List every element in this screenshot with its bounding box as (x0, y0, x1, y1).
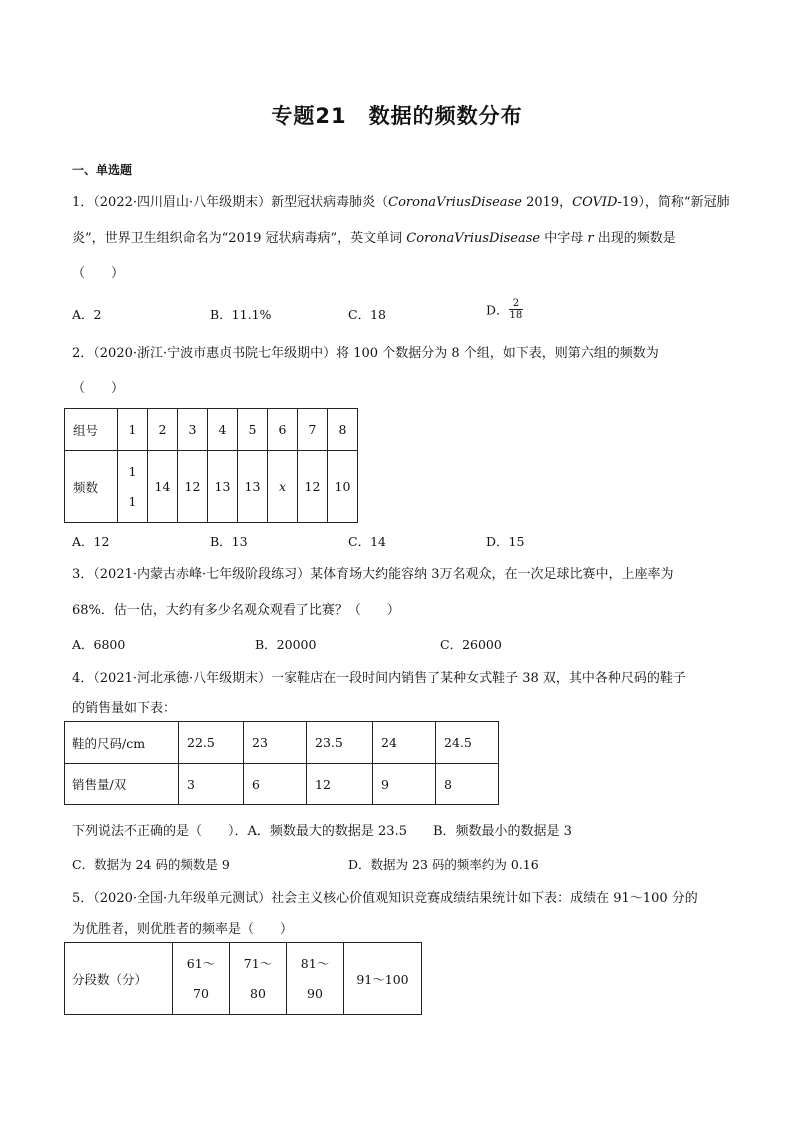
q2-option-d: D．15 (486, 534, 525, 549)
table-cell: 鞋的尺码/cm (65, 722, 179, 764)
q2-option-c: C．14 (348, 534, 386, 549)
q1-text: 炎”，世界卫生组织命名为“2019 冠状病毒病”，英文单词 (72, 231, 407, 246)
table-cell: 23 (244, 722, 307, 764)
table-cell (287, 943, 344, 1015)
table-row (65, 451, 358, 523)
table-cell: 13 (238, 451, 268, 523)
q5-table (64, 942, 422, 1015)
table-cell-top: 71～ (243, 955, 273, 971)
q1-text: 出现的频数是 (593, 231, 676, 246)
table-cell (173, 943, 230, 1015)
q1-text: 2019， (521, 195, 573, 210)
table-row (65, 943, 422, 1015)
table-cell: 9 (373, 764, 436, 805)
q4-line1: 4．（2021·河北承德·八年级期末）一家鞋店在一段时间内销售了某种女式鞋子 38 双，其中各种尺码的鞋子 (72, 671, 686, 686)
table-cell: 1 (118, 409, 148, 451)
table-cell: 组号 (65, 409, 118, 451)
table-cell: 分段数（分） (65, 943, 173, 1015)
q1-term: COVID (572, 195, 618, 210)
q1-term: CoronaVriusDisease (406, 231, 541, 246)
q4-line2: 的销售量如下表： (72, 701, 177, 716)
table-cell-top: 81～ (300, 955, 330, 971)
q2-table (64, 408, 358, 523)
q1-option-b: B．11.1% (210, 307, 272, 322)
q3-line2: 68%．估一估，大约有多少名观众观看了比赛？（ ） (72, 603, 400, 618)
table-cell: 销售量/双 (65, 764, 179, 805)
q4-option-d: D．数据为 23 码的频率约为 0.16 (348, 857, 539, 872)
table-cell: 6 (244, 764, 307, 805)
q1-option-d (486, 298, 523, 321)
table-cell: 22.5 (179, 722, 244, 764)
fraction (509, 298, 524, 321)
q3-line1: 3．（2021·内蒙古赤峰·七年级阶段练习）某体育场大约能容纳 3万名观众，在一次足球比赛中，上座率为 (72, 567, 674, 582)
table-cell-bottom: 80 (250, 985, 266, 1001)
q2-line1: 2．（2020·浙江·宁波市惠贞书院七年级期中）将 100 个数据分为 8 个组，如下表，则第六组的频数为 (72, 346, 659, 361)
table-cell-top: 61～ (186, 955, 216, 971)
table-cell: 6 (268, 409, 298, 451)
table-cell: 12 (307, 764, 373, 805)
table-cell: x (268, 451, 298, 523)
q2-paren: （ ） (72, 381, 125, 396)
table-cell-bottom: 90 (307, 985, 323, 1001)
table-cell (230, 943, 287, 1015)
fraction-numerator: 2 (509, 298, 524, 310)
q1-line2 (72, 227, 676, 246)
table-row (65, 409, 358, 451)
q1-option-a: A．2 (72, 307, 102, 322)
table-cell: 12 (298, 451, 328, 523)
table-cell: 12 (178, 451, 208, 523)
table-cell: 2 (148, 409, 178, 451)
table-cell: 8 (436, 764, 499, 805)
q4-table (64, 721, 499, 805)
q1-term: CoronaVriusDisease (388, 195, 522, 210)
table-row (65, 764, 499, 805)
table-cell: 5 (238, 409, 268, 451)
table-cell: 8 (328, 409, 358, 451)
q3-option-c: C．26000 (440, 637, 502, 652)
table-cell: 3 (178, 409, 208, 451)
q3-option-a: A．6800 (72, 637, 126, 652)
q5-line1: 5．（2020·全国·九年级单元测试）社会主义核心价值观知识竞赛成绩结果统计如下表：成绩在 91～100 分的 (72, 891, 698, 906)
table-cell: 10 (328, 451, 358, 523)
table-cell-top: 1 (128, 463, 137, 479)
table-cell: 13 (208, 451, 238, 523)
q1-letter: r (587, 231, 594, 246)
table-cell: 91～100 (344, 943, 422, 1015)
table-cell: 7 (298, 409, 328, 451)
q1-paren: （ ） (72, 266, 125, 281)
q2-option-b: B．13 (210, 534, 248, 549)
q1-option-d-label: D． (486, 302, 509, 318)
page-title: 专题21 数据的频数分布 (271, 104, 523, 128)
table-cell: 23.5 (307, 722, 373, 764)
q5-line2: 为优胜者，则优胜者的频率是（ ） (72, 922, 294, 937)
table-cell: 4 (208, 409, 238, 451)
table-cell: 24 (373, 722, 436, 764)
q1-text: 中字母 (540, 231, 588, 246)
table-cell-bottom: 70 (193, 985, 209, 1001)
q4-line3: 下列说法不正确的是（ ）．A．频数最大的数据是 23.5 B．频数最小的数据是 3 (72, 824, 572, 839)
table-row (65, 722, 499, 764)
fraction-denominator: 18 (509, 310, 523, 321)
table-cell: 24.5 (436, 722, 499, 764)
q1-option-c: C．18 (348, 307, 386, 322)
q1-line1 (72, 191, 730, 210)
q4-option-c: C．数据为 24 码的频数是 9 (72, 857, 230, 872)
table-cell (118, 451, 148, 523)
q1-text: 1．（2022·四川眉山·八年级期末）新型冠状病毒肺炎（ (72, 195, 389, 210)
table-cell: 14 (148, 451, 178, 523)
q2-option-a: A．12 (72, 534, 110, 549)
table-cell-bottom: 1 (128, 493, 137, 509)
section-heading: 一、单选题 (72, 163, 133, 177)
q3-option-b: B．20000 (255, 637, 317, 652)
table-cell: 3 (179, 764, 244, 805)
table-cell: 频数 (65, 451, 118, 523)
q1-text: -19），简称“新冠肺 (617, 195, 730, 210)
